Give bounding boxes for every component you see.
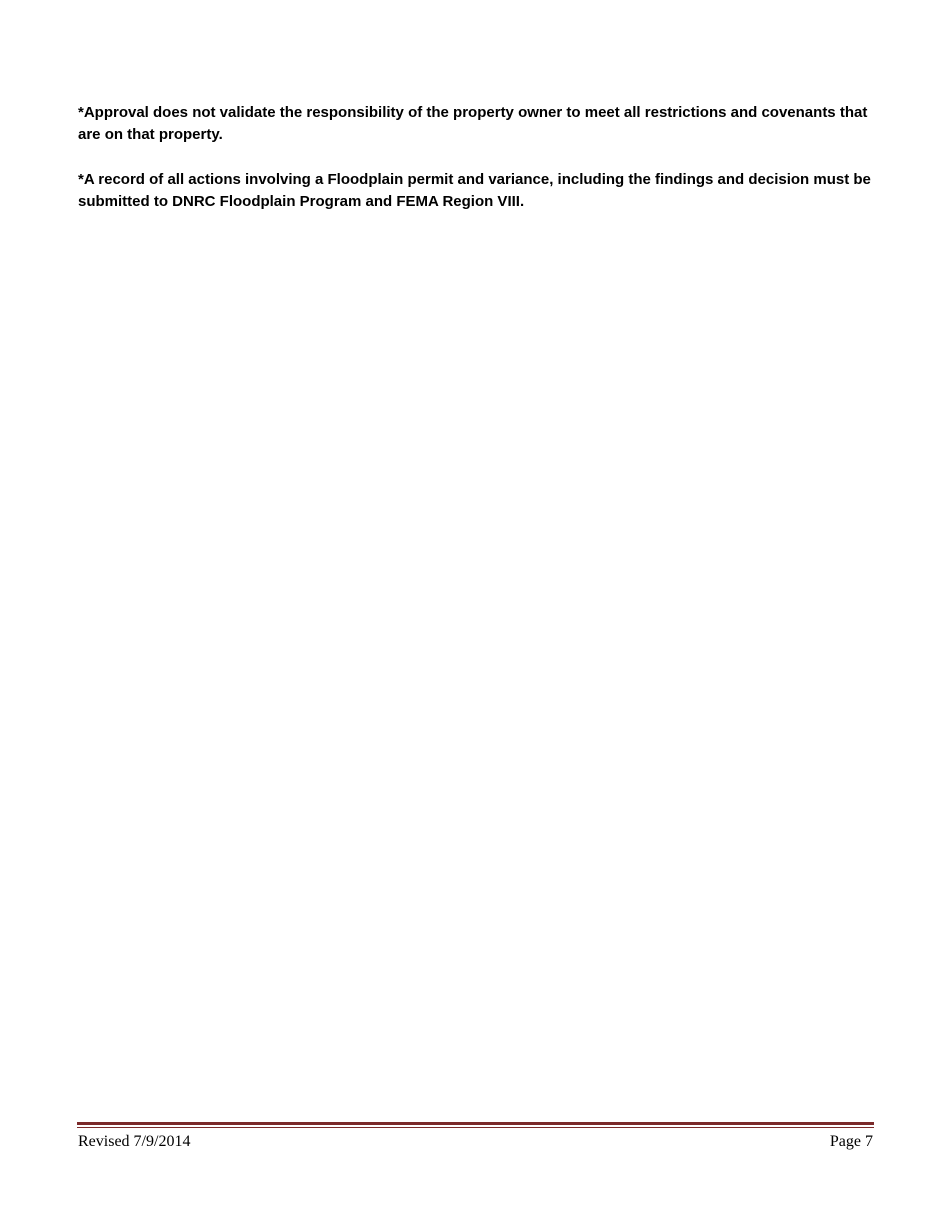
record-note: *A record of all actions involving a Floodplain permit and variance, including the findings and decision must be submitted to DNRC Floodplain Program and FEMA Region VIII.	[78, 171, 871, 210]
footer-divider-thin	[77, 1127, 874, 1128]
approval-note: *Approval does not validate the responsibility of the property owner to meet all restrictions and covenants that are on that property.	[78, 104, 868, 143]
page-number: Page 7	[829, 1133, 873, 1150]
footer-divider-thick	[77, 1122, 874, 1125]
notes-section	[78, 102, 878, 236]
revision-date: Revised 7/9/2014	[78, 1133, 191, 1150]
page-footer	[78, 1132, 873, 1152]
